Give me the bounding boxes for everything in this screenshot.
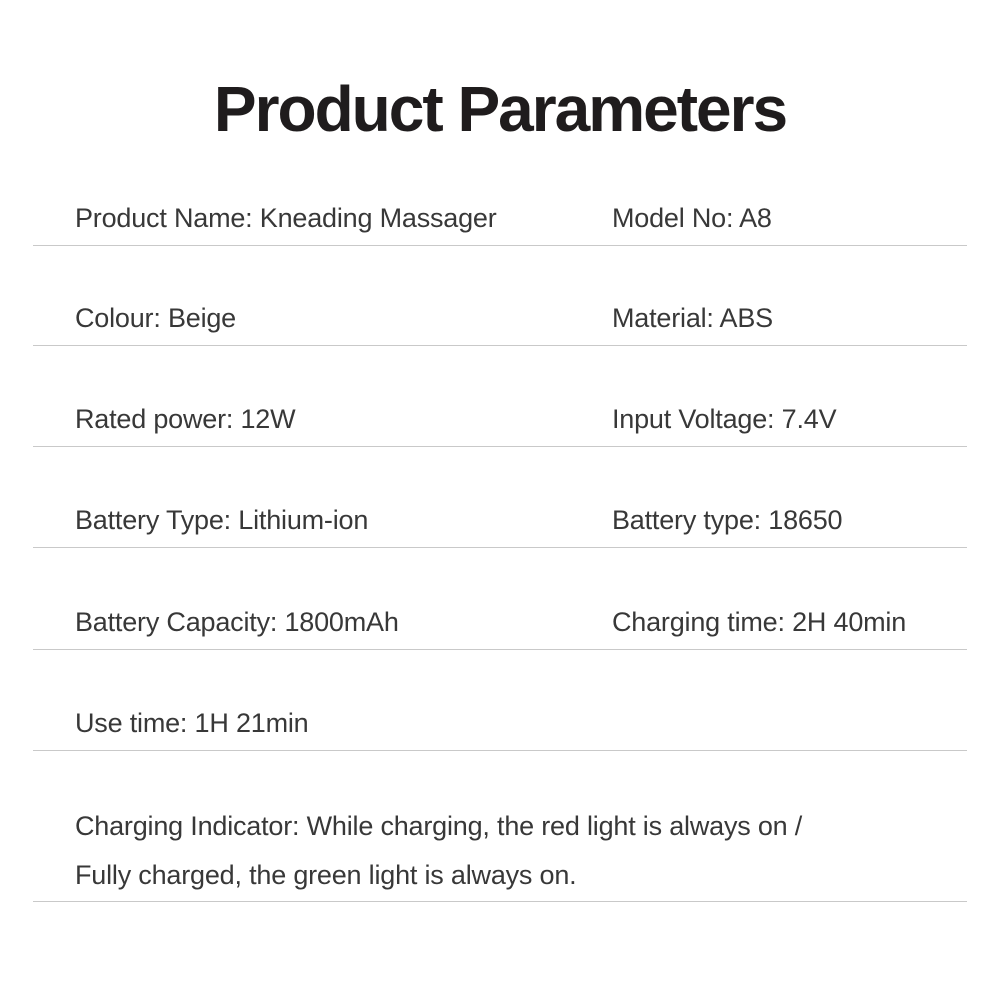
spec-row-product-name [33,145,967,246]
spec-cell-battery-capacity: Battery Capacity: 1800mAh [75,607,399,637]
spec-row-battery-type [33,447,967,548]
spec-cell-input-voltage: Input Voltage: 7.4V [612,404,837,434]
spec-row-use-time [33,650,967,751]
spec-cell-material: Material: ABS [612,303,773,333]
spec-cell-rated-power: Rated power: 12W [75,404,296,434]
spec-row-battery-capacity [33,548,967,650]
spec-table [33,145,967,902]
spec-row-charging-indicator [33,751,967,902]
row-divider [33,901,967,902]
page-title: Product Parameters [213,73,787,145]
spec-cell-use-time: Use time: 1H 21min [75,708,309,738]
spec-cell-colour: Colour: Beige [75,303,236,333]
spec-cell-model-no: Model No: A8 [612,203,772,233]
spec-cell-charging-time: Charging time: 2H 40min [612,607,907,637]
charging-indicator-line2: Fully charged, the green light is always on. [75,860,577,890]
spec-cell-battery-chemistry: Battery Type: Lithium-ion [75,505,369,535]
charging-indicator-line1: Charging Indicator: While charging, the red light is always on / [75,811,803,841]
row-divider [33,547,967,548]
row-divider [33,750,967,751]
row-divider [33,649,967,650]
row-divider [33,245,967,246]
spec-cell-battery-model: Battery type: 18650 [612,505,843,535]
row-divider [33,345,967,346]
spec-row-colour [33,246,967,346]
spec-cell-product-name: Product Name: Kneading Massager [75,203,497,233]
row-divider [33,446,967,447]
spec-row-rated-power [33,346,967,447]
spec-cell-empty [612,708,967,739]
